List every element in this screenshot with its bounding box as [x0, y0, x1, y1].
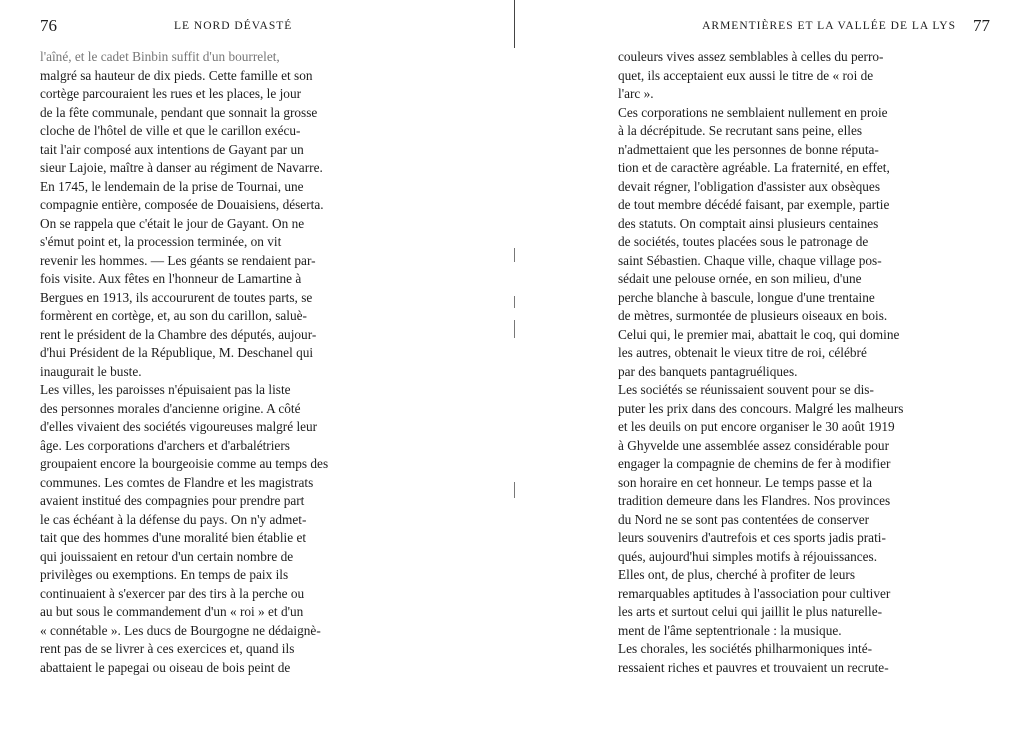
text-line: couleurs vives assez semblables à celles du perro- — [618, 49, 884, 64]
text-line: des statuts. On comptait ainsi plusieurs centaines — [618, 215, 879, 231]
text-line: « connétable ». Les ducs de Bourgogne ne dédaignè- — [40, 622, 321, 638]
text-line: tradition demeure dans les Flandres. Nos provinces — [618, 493, 891, 508]
text-line: son horaire en cet honneur. Le temps passe et la — [618, 474, 873, 490]
right-body-text — [618, 48, 990, 677]
right-page — [512, 0, 1024, 755]
text-line: les arts et surtout celui qui jaillit le plus naturelle- — [618, 604, 883, 619]
left-page-number: 76 — [40, 16, 57, 35]
text-line: Elles ont, de plus, cherché à profiter de leurs — [618, 567, 856, 582]
text-line: sédait une pelouse ornée, en son milieu, d'une — [618, 271, 862, 286]
text-line: perche blanche à bascule, longue d'une trentaine — [618, 289, 875, 305]
text-line: d'elles vivaient des sociétés vigoureuses malgré leur — [40, 419, 318, 434]
text-line: l'arc ». — [618, 86, 654, 101]
text-line: cloche de l'hôtel de ville et que le carillon exécu- — [40, 123, 301, 138]
text-line: et les deuils on put encore organiser le 30 août 1919 — [618, 419, 895, 434]
text-line: de la fête communale, pendant que sonnait la grosse — [40, 104, 318, 120]
text-line: rent pas de se livrer à ces exercices et, quand ils — [40, 641, 295, 656]
text-line: tait que des hommes d'une moralité bien établie et — [40, 530, 307, 545]
text-line: devait régner, l'obligation d'assister aux obsèques — [618, 178, 881, 194]
text-line: remarquables aptitudes à l'association pour cultiver — [618, 585, 891, 601]
right-page-header — [618, 16, 990, 42]
text-line: l'aîné, et le cadet Binbin suffit d'un bourrelet, — [40, 49, 280, 64]
text-line: sieur Lajoie, maître à danser au régiment de Navarre. — [40, 160, 323, 175]
right-running-title: ARMENTIÈRES ET LA VALLÉE DE LA LYS — [702, 20, 956, 32]
text-line: Les villes, les paroisses n'épuisaient pas la liste — [40, 382, 291, 397]
text-line: rent le président de la Chambre des députés, aujour- — [40, 326, 317, 342]
text-line: Ces corporations ne semblaient nullement en proie — [618, 104, 888, 120]
text-line: malgré sa hauteur de dix pieds. Cette famille et son — [40, 67, 313, 83]
left-body-text — [40, 48, 415, 677]
text-line: à Ghyvelde une assemblée assez considérable pour — [618, 437, 890, 453]
left-running-title: LE NORD DÉVASTÉ — [174, 20, 293, 32]
text-line: continuaient à s'exercer par des tirs à la perche ou — [40, 585, 305, 601]
text-line: Les chorales, les sociétés philharmoniques inté- — [618, 641, 873, 656]
text-line: revenir les hommes. — Les géants se rendaient par- — [40, 252, 316, 268]
text-line: Bergues en 1913, ils accoururent de toutes parts, se — [40, 289, 313, 305]
text-line: qués, aujourd'hui simples motifs à réjouissances. — [618, 548, 878, 564]
text-line: n'admettaient que les personnes de bonne réputa- — [618, 141, 879, 157]
text-line: qui jouissaient en retour d'un certain nombre de — [40, 548, 294, 564]
text-line: En 1745, le lendemain de la prise de Tournai, une — [40, 178, 304, 194]
text-line: compagnie entière, composée de Douaisiens, déserta. — [40, 197, 324, 212]
text-line: de tout membre décédé faisant, par exemple, partie — [618, 197, 890, 212]
text-line: du Nord ne se sont pas contentées de conserver — [618, 511, 870, 527]
text-line: par des banquets pantagruéliques. — [618, 363, 798, 379]
text-line: puter les prix dans des concours. Malgré les malheurs — [618, 400, 904, 416]
text-line: fois visite. Aux fêtes en l'honneur de Lamartine à — [40, 271, 302, 286]
text-line: avaient institué des compagnies pour prendre part — [40, 493, 305, 508]
text-line: Celui qui, le premier mai, abattait le coq, qui domine — [618, 326, 900, 342]
text-line: cortège parcouraient les rues et les places, le jour — [40, 86, 302, 101]
text-line: des personnes morales d'ancienne origine. A côté — [40, 400, 301, 416]
text-line: Les sociétés se réunissaient souvent pour se dis- — [618, 382, 874, 397]
text-line: groupaient encore la bourgeoisie comme au temps des — [40, 456, 329, 471]
text-line: à la décrépitude. Se recrutant sans peine, elles — [618, 123, 863, 138]
text-line: les autres, obtenait le vieux titre de roi, célébré — [618, 345, 867, 360]
text-line: de mètres, surmontée de plusieurs oiseaux en bois. — [618, 308, 888, 323]
text-line: saint Sébastien. Chaque ville, chaque village pos- — [618, 252, 882, 268]
text-line: ment de l'âme septentrionale : la musique. — [618, 622, 842, 638]
text-line: leurs souvenirs d'autrefois et ces sports jadis prati- — [618, 530, 886, 545]
text-line: privilèges ou exemptions. En temps de paix ils — [40, 567, 289, 582]
text-line: ressaient riches et pauvres et trouvaient un recrute- — [618, 659, 889, 675]
text-line: tion et de caractère agréable. La fraternité, en effet, — [618, 160, 890, 175]
text-line: le cas échéant à la défense du pays. On n'y admet- — [40, 511, 307, 527]
text-line: au but sous le commandement d'un « roi » et d'un — [40, 604, 304, 619]
left-page-header — [40, 16, 415, 42]
text-line: communes. Les comtes de Flandre et les magistrats — [40, 474, 314, 490]
text-line: tait l'air composé aux intentions de Gayant par un — [40, 141, 304, 157]
text-line: de sociétés, toutes placées sous le patronage de — [618, 234, 869, 249]
text-line: engager la compagnie de chemins de fer à modifier — [618, 456, 891, 471]
text-line: inaugurait le buste. — [40, 363, 142, 379]
text-line: formèrent en cortège, et, au son du carillon, saluè- — [40, 308, 307, 323]
text-line: s'émut point et, la procession terminée, on vit — [40, 234, 282, 249]
text-line: On se rappela que c'était le jour de Gayant. On ne — [40, 215, 305, 231]
text-line: d'hui Président de la République, M. Deschanel qui — [40, 345, 314, 360]
text-line: âge. Les corporations d'archers et d'arbalétriers — [40, 437, 290, 453]
text-line: quet, ils acceptaient eux aussi le titre de « roi de — [618, 67, 874, 83]
text-line: abattaient le papegai ou oiseau de bois peint de — [40, 659, 291, 675]
right-page-number: 77 — [973, 16, 990, 35]
